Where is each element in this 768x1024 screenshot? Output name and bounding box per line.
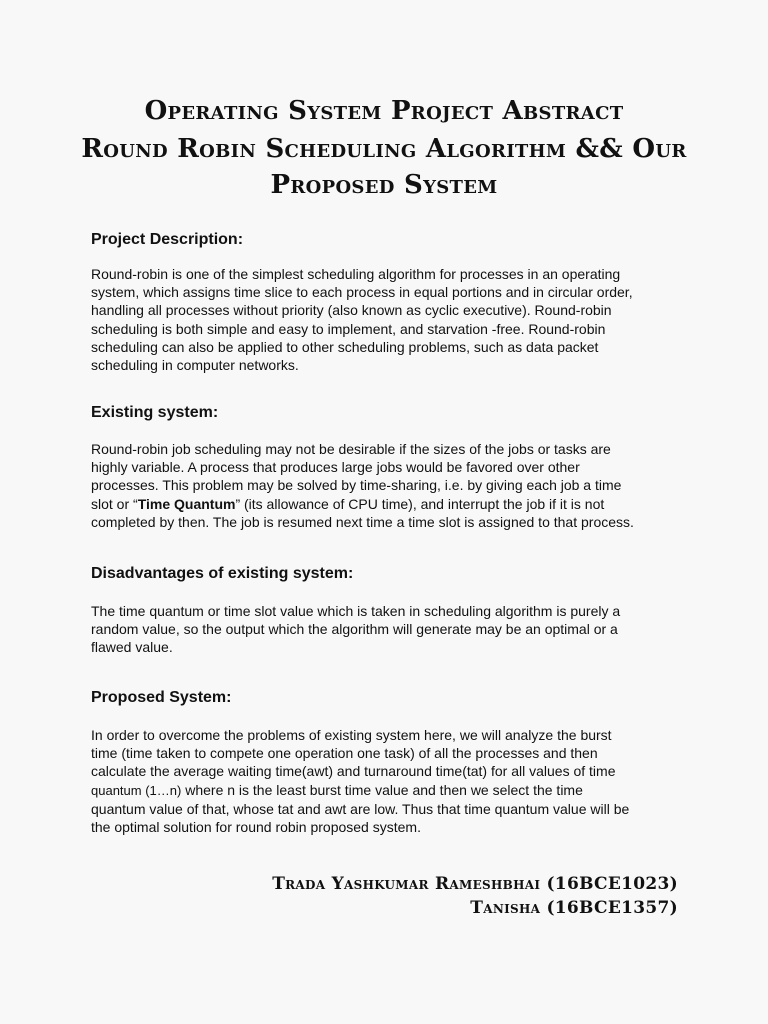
text-line: random value, so the output which the algorithm will generate may be an optimal or a (91, 621, 618, 638)
text-line: scheduling is both simple and easy to implement, and starvation -free. Round-robin (91, 320, 606, 337)
text-segment: quantum (1…n) (91, 782, 182, 798)
disadvantages-paragraph (91, 602, 691, 657)
existing-system-heading: Existing system: (91, 404, 219, 421)
text-line: scheduling can also be applied to other scheduling problems, such as data packet (91, 338, 599, 355)
text-line: Round-robin job scheduling may not be desirable if the sizes of the jobs or tasks are (91, 441, 611, 457)
text-line: calculate the average waiting time(awt) and turnaround time(tat) for all values of time (91, 763, 616, 780)
text-line: The time quantum or time slot value which is taken in scheduling algorithm is purely a (91, 603, 621, 619)
text-line: scheduling in computer networks. (91, 357, 299, 374)
project-description-heading: Project Description: (91, 231, 244, 248)
text-line: handling all processes without priority (also known as cyclic executive). Round-robin (91, 302, 612, 319)
text-line: Round-robin is one of the simplest scheduling algorithm for processes in an operating (91, 266, 621, 282)
author-2: Tanisha (16BCE1357) (470, 898, 678, 918)
text-line: system, which assigns time slice to each process in equal portions and in circular order, (91, 284, 633, 301)
time-quantum-emphasis: Time Quantum (137, 495, 236, 512)
text-line (91, 495, 691, 513)
document-title-line-2: Round Robin Scheduling Algorithm && Our (81, 134, 687, 164)
text-line: completed by then. The job is resumed next time a time slot is assigned to that process. (91, 513, 634, 530)
document-title-line-3: Proposed System (270, 170, 498, 200)
project-description-paragraph (91, 265, 691, 374)
author-1: Trada Yashkumar Rameshbhai (16BCE1023) (272, 874, 678, 894)
text-line: time (time taken to compete one operation one task) of all the processes and then (91, 745, 598, 762)
document-title-line-1: Operating System Project Abstract (144, 96, 624, 126)
text-line: quantum value of that, whose tat and awt are low. Thus that time quantum value will be (91, 800, 630, 817)
text-line: flawed value. (91, 639, 173, 656)
proposed-system-paragraph (91, 726, 691, 836)
proposed-system-heading: Proposed System: (91, 689, 232, 706)
text-segment: slot or “ (91, 495, 138, 512)
text-segment: ” (its allowance of CPU time), and interrupt the job if it is not (235, 495, 605, 512)
text-line: processes. This problem may be solved by time-sharing, i.e. by giving each job a time (91, 477, 622, 494)
text-line (91, 781, 691, 800)
disadvantages-heading: Disadvantages of existing system: (91, 565, 354, 582)
text-segment: where n is the least burst time value and then we select the time (181, 781, 583, 798)
text-line: highly variable. A process that produces large jobs would be favored over other (91, 459, 580, 476)
text-line: In order to overcome the problems of existing system here, we will analyze the burst (91, 727, 612, 743)
text-line: the optimal solution for round robin proposed system. (91, 819, 421, 836)
existing-system-paragraph (91, 440, 691, 531)
